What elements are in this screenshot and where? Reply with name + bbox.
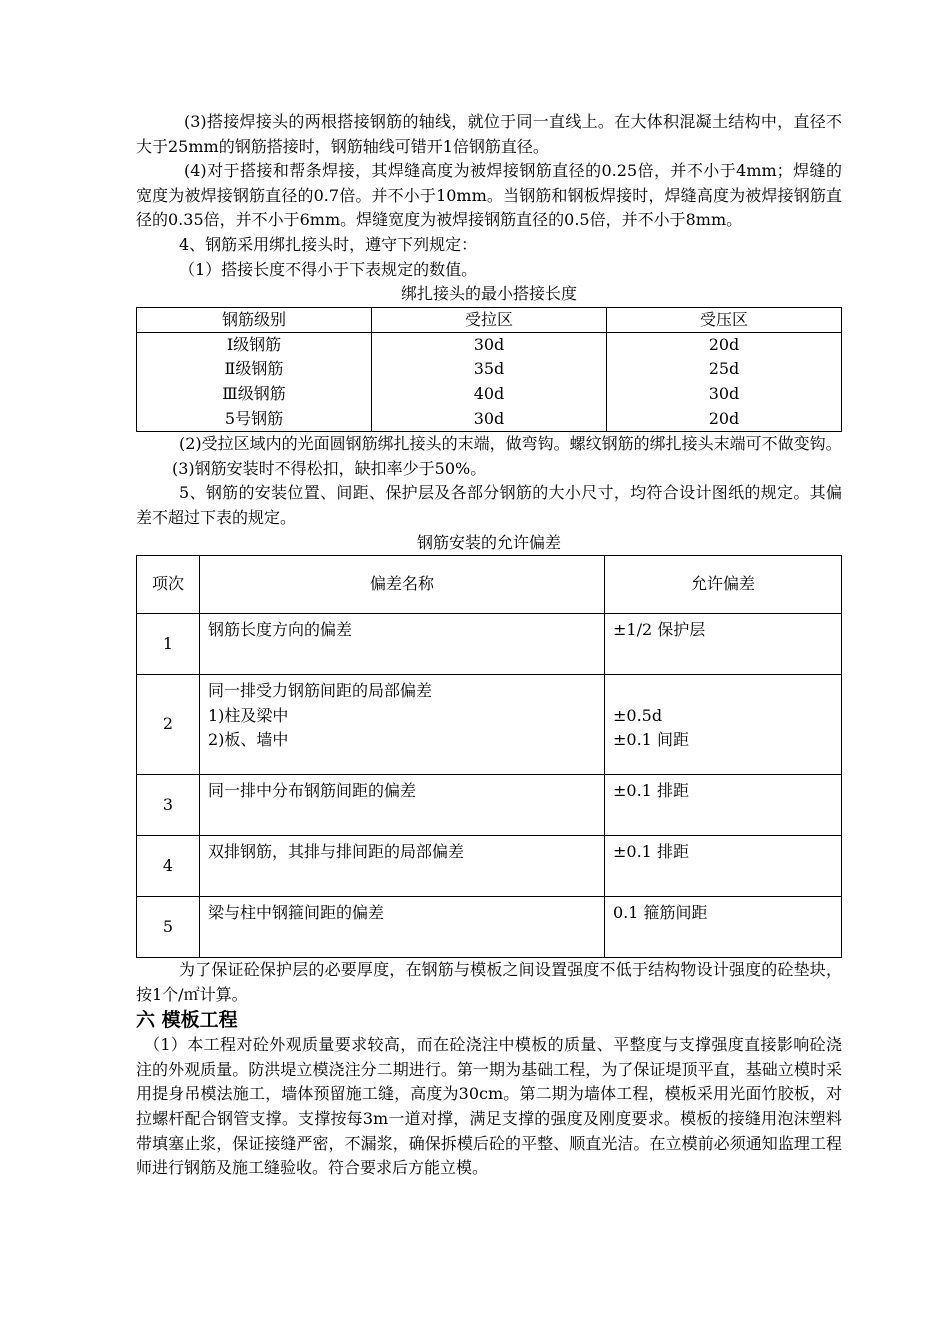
table2-allow — [605, 836, 842, 897]
table2-allow-line: ±0.1 排距 — [613, 842, 689, 862]
paragraph-hook-end: (2)受拉区域内的光面圆钢筋绑扎接头的末端，做弯钩。螺纹钢筋的绑扎接头末端可不做变钩。 — [179, 434, 842, 454]
table1-cell: 30d — [372, 332, 607, 357]
table2-name — [200, 614, 605, 675]
table2-name-line: 1)柱及梁中 — [208, 705, 289, 725]
table2-name-line: 梁与柱中钢箍间距的偏差 — [208, 903, 385, 923]
table1-header-row — [137, 307, 842, 332]
table1-cell: 20d — [607, 332, 842, 357]
table2-allow — [605, 897, 842, 958]
table1-cell: 5号钢筋 — [137, 407, 372, 432]
table2-allow-line: ±1/2 保护层 — [613, 620, 706, 640]
table2-header-name: 偏差名称 — [200, 556, 605, 614]
table1-cell: Ⅰ级钢筋 — [137, 332, 372, 357]
table2-header-allow: 允许偏差 — [605, 556, 842, 614]
table2-allow-line: ±0.5d — [613, 705, 663, 725]
table1-cell: 40d — [372, 382, 607, 407]
section-heading-formwork: 六 模板工程 — [136, 1009, 238, 1032]
table2-allow — [605, 775, 842, 836]
paragraph-cover-block: 为了保证砼保护层的必要厚度，在钢筋与模板之间设置强度不低于结构物设计强度的砼垫块，按1个/㎡计算。 — [136, 960, 842, 1004]
table1-cell: Ⅲ级钢筋 — [137, 382, 372, 407]
table2-row — [137, 675, 842, 775]
table1-cell: 25d — [607, 357, 842, 382]
min-lap-length-table — [136, 307, 842, 432]
table1-header-compression: 受压区 — [607, 307, 842, 332]
table2-no: 2 — [137, 675, 200, 775]
paragraph-lap-weld-axis: (3)搭接焊接头的两根搭接钢筋的轴线，就位于同一直线上。在大体积混凝土结构中，直径不大于25mm的钢筋搭接时，钢筋轴线可错开1倍钢筋直径。 — [136, 112, 842, 156]
table2-allow-line: 0.1 箍筋间距 — [613, 903, 708, 923]
table1-cell: 30d — [607, 382, 842, 407]
table1-cell: 20d — [607, 407, 842, 432]
table2-row — [137, 897, 842, 958]
table1-caption: 绑扎接头的最小搭接长度 — [400, 284, 577, 304]
table2-name — [200, 675, 605, 775]
paragraph-loose-tie: (3)钢筋安装时不得松扣，缺扣率少于50%。 — [172, 458, 487, 478]
table2-name — [200, 775, 605, 836]
table2-row — [137, 614, 842, 675]
table2-header-no: 项次 — [137, 556, 200, 614]
table1-row — [137, 357, 842, 382]
table2-allow — [605, 614, 842, 675]
table1-row — [137, 382, 842, 407]
table2-no: 3 — [137, 775, 200, 836]
install-tolerance-table — [136, 555, 842, 958]
table2-row — [137, 775, 842, 836]
paragraph-formwork-quality: （1）本工程对砼外观质量要求较高，而在砼浇注中模板的质量、平整度与支撑强度直接影响砼浇注的外观质量。防洪堤立模浇注分二期进行。第一期为基础工程，为了保证堤顶平直，基础立模时采用提身吊模法施工，墙体预留施工缝，高度为30cm。第二期为墙体工程，模板采用光面竹胶板，对拉螺杆配合钢管支撑。支撑按每3m一道对撑，满足支撑的强度及刚度要求。模板的接缝用泡沫塑料带填塞止浆，保证接缝严密，不漏浆，确保拆模后砼的平整、顺直光洁。在立模前必须通知监理工程师进行钢筋及施工缝验收。符合要求后方能立模。 — [136, 1035, 842, 1178]
table2-name-line: 2)板、墙中 — [208, 730, 289, 750]
table2-allow-line: ±0.1 间距 — [613, 730, 689, 750]
table1-header-tension: 受拉区 — [372, 307, 607, 332]
table2-name-line: 钢筋长度方向的偏差 — [208, 620, 353, 640]
table2-caption: 钢筋安装的允许偏差 — [416, 532, 561, 552]
table2-name-line: 双排钢筋，其排与排间距的局部偏差 — [208, 842, 465, 862]
table2-name-line: 同一排中分布钢筋间距的偏差 — [208, 781, 417, 801]
table2-name — [200, 836, 605, 897]
paragraph-weld-height: (4)对于搭接和帮条焊接，其焊缝高度为被焊接钢筋直径的0.25倍，并不小于4mm；焊缝的宽度为被焊接钢筋直径的0.7倍。并不小于10mm。当钢筋和钢板焊接时，焊缝高度为被焊接钢筋直径的0.35倍，并不小于6mm。焊缝宽度为被焊接钢筋直径的0.5倍，并不小于8mm。 — [136, 161, 842, 230]
paragraph-install-position: 5、钢筋的安装位置、间距、保护层及各部分钢筋的大小尺寸，均符合设计图纸的规定。其偏差不超过下表的规定。 — [136, 483, 842, 527]
table2-allow — [605, 675, 842, 775]
table2-no: 5 — [137, 897, 200, 958]
paragraph-binding-rules: 4、钢筋采用绑扎接头时，遵守下列规定： — [179, 234, 478, 254]
table1-cell: Ⅱ级钢筋 — [137, 357, 372, 382]
table2-row — [137, 836, 842, 897]
document-page — [136, 110, 842, 1181]
table1-cell: 35d — [372, 357, 607, 382]
table1-header-grade: 钢筋级别 — [137, 307, 372, 332]
table2-no: 4 — [137, 836, 200, 897]
paragraph-lap-length: （1）搭接长度不得小于下表规定的数值。 — [179, 259, 478, 279]
table1-row — [137, 407, 842, 432]
table1-row — [137, 332, 842, 357]
table2-name — [200, 897, 605, 958]
table2-no: 1 — [137, 614, 200, 675]
table2-name-line: 同一排受力钢筋间距的局部偏差 — [208, 681, 433, 701]
table1-cell: 30d — [372, 407, 607, 432]
table2-header-row — [137, 556, 842, 614]
table2-allow-line: ±0.1 排距 — [613, 781, 689, 801]
table2-allow-line — [613, 679, 833, 704]
